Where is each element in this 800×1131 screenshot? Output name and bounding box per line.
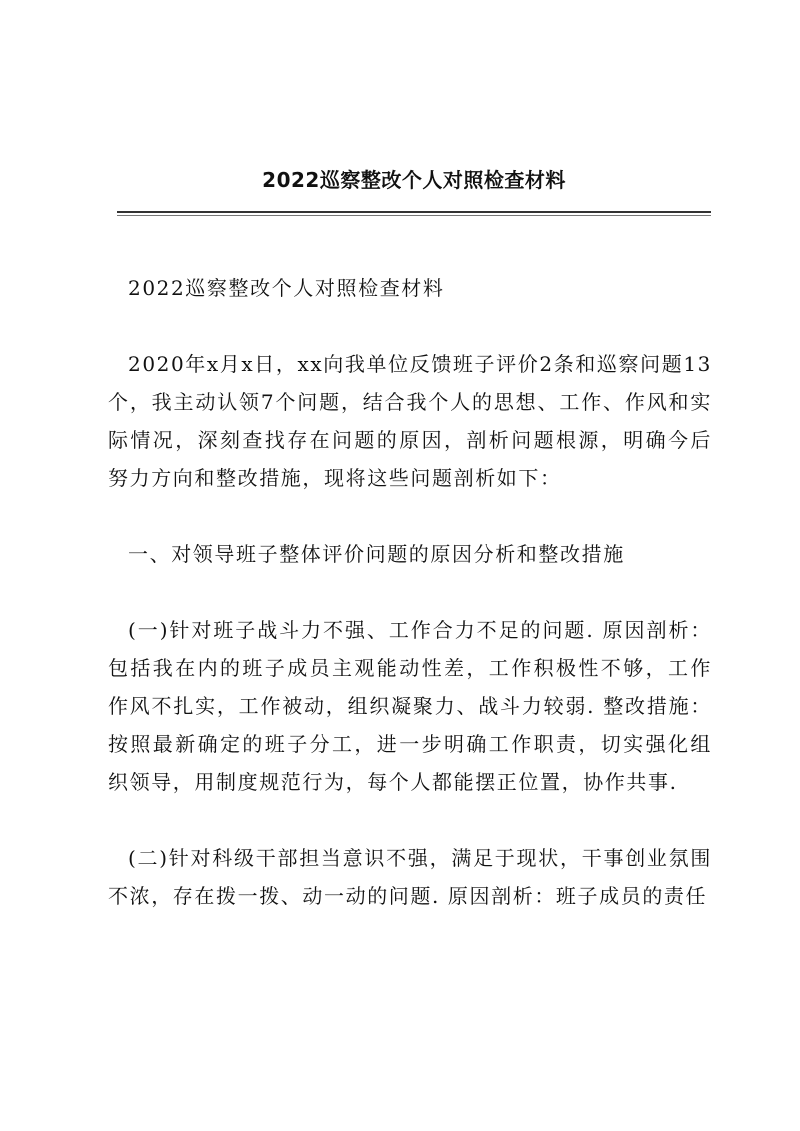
section-heading: 一、对领导班子整体评价问题的原因分析和整改措施 [128,542,625,566]
title-divider-thin [117,215,711,216]
page-title: 2022巡察整改个人对照检查材料 [262,168,566,192]
document-body [108,269,712,953]
body-heading: 2022巡察整改个人对照检查材料 [128,276,445,300]
item-one-paragraph: (一)针对班子战斗力不强、工作合力不足的问题. 原因剖析：包括我在内的班子成员主观能动性差，工作积极性不够，工作作风不扎实，工作被动，组织凝聚力、战斗力较弱. 整改措施：按照最新确定的班子分工，进一步明确工作职责，切实强化组织领导，用制度规范行为，每个人都能摆正位置，协作共事. [108,618,712,794]
item-two-paragraph: (二)针对科级干部担当意识不强，满足于现状，干事创业氛围不浓，存在拨一拨、动一动的问题. 原因剖析：班子成员的责任 [108,846,712,908]
intro-paragraph: 2020年x月x日，xx向我单位反馈班子评价2条和巡察问题13个，我主动认领7个问题，结合我个人的思想、工作、作风和实际情况，深刻查找存在问题的原因，剖析问题根源，明确今后努力方向和整改措施，现将这些问题剖析如下： [108,352,712,490]
title-divider [117,211,711,213]
page-header [117,160,711,200]
